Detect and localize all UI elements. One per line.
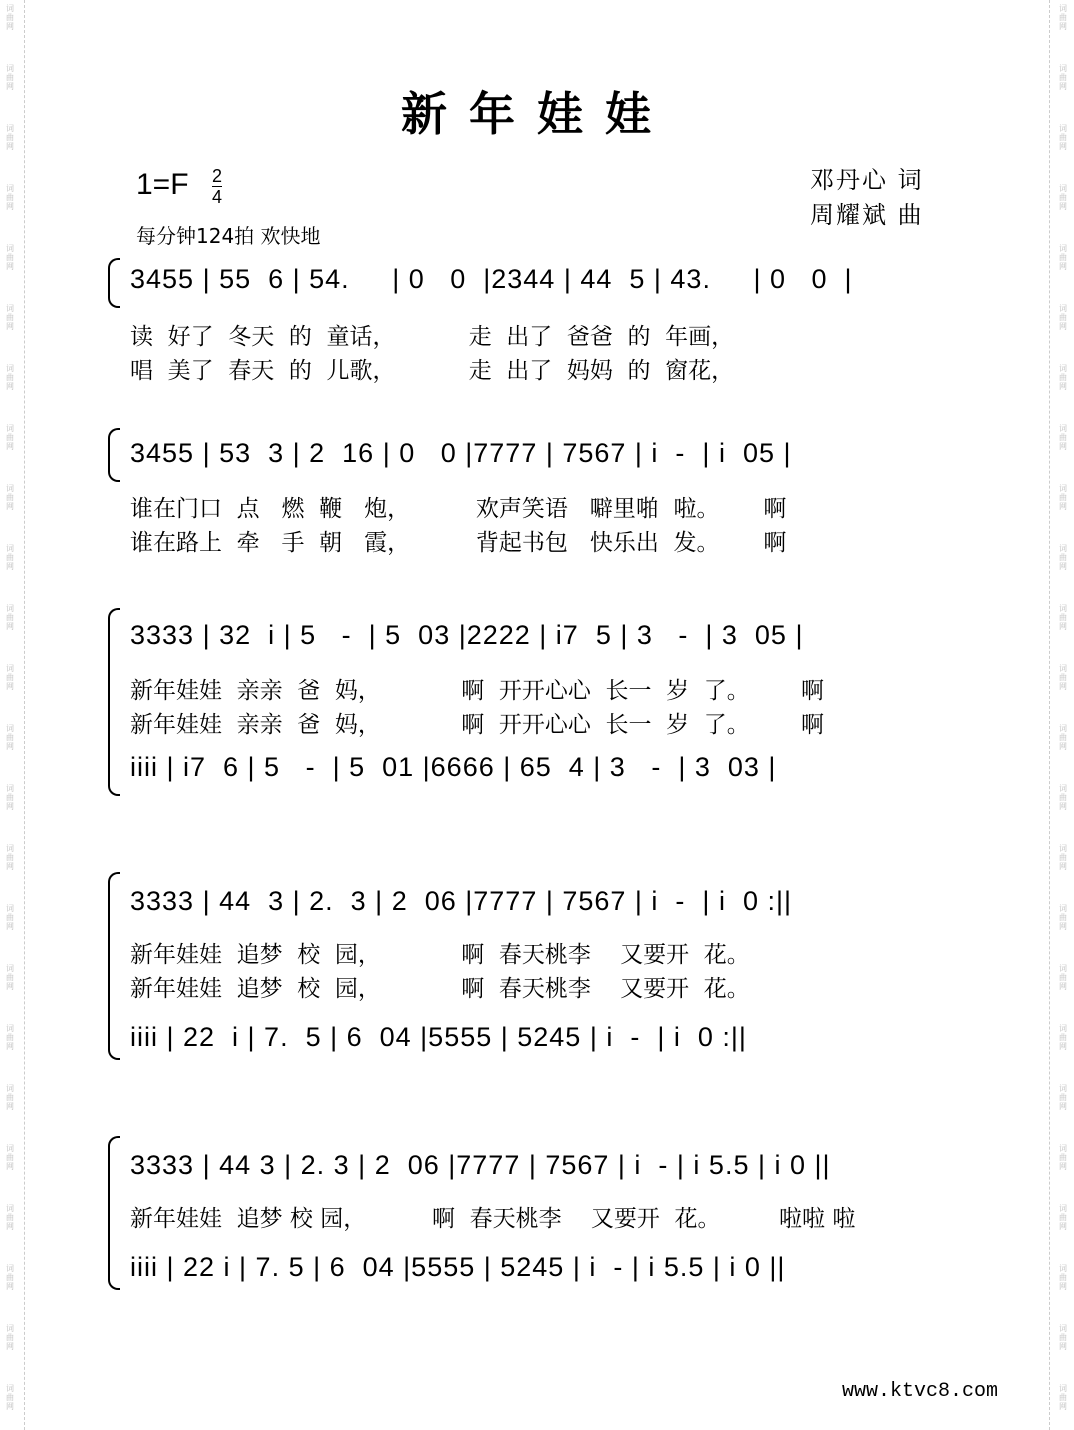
watermark-text: 词 曲 网	[1059, 904, 1067, 931]
score-system-4	[108, 872, 978, 1062]
score-system-1	[108, 258, 978, 388]
watermark-text: 词 曲 网	[1059, 424, 1067, 451]
composer-credit: 周耀斌 曲	[810, 201, 924, 229]
lyric-verse-1: 新年娃娃 追梦 校 园， 啊 春天桃李 又要开 花。	[130, 942, 750, 968]
tempo-marking: 每分钟124拍 欢快地	[136, 224, 321, 248]
watermark-text: 词 曲 网	[1059, 1144, 1067, 1171]
lyric-verse-2: 谁在路上 牵 手 朝 霞， 背起书包 快乐出 发。 啊	[130, 530, 787, 556]
watermark-text: 词 曲 网	[6, 544, 14, 571]
system-brace	[108, 1136, 120, 1290]
watermark-text: 词 曲 网	[1059, 244, 1067, 271]
watermark-text: 词 曲 网	[6, 664, 14, 691]
watermark-text: 词 曲 网	[1059, 784, 1067, 811]
lyric-verse-1: 新年娃娃 追梦 校 园， 啊 春天桃李 又要开 花。 啦啦 啦	[130, 1206, 856, 1232]
watermark-text: 词 曲 网	[1059, 664, 1067, 691]
watermark-text: 词 曲 网	[6, 1144, 14, 1171]
site-url: www.ktvc8.com	[842, 1380, 999, 1403]
score-system-2	[108, 428, 978, 558]
watermark-text: 词 曲 网	[6, 964, 14, 991]
watermark-text: 词 曲 网	[1059, 364, 1067, 391]
watermark-text: 词 曲 网	[1059, 4, 1067, 31]
system-brace	[108, 258, 120, 308]
harmony-line: iiii | 22 i | 7. 5 | 6 04 |5555 | 5245 | i - | i 0 :||	[130, 1022, 747, 1052]
time-signature: 2 4	[212, 166, 223, 207]
lyric-verse-2: 新年娃娃 追梦 校 园， 啊 春天桃李 又要开 花。	[130, 976, 750, 1002]
watermark-text: 词 曲 网	[6, 304, 14, 331]
watermark-text: 词 曲 网	[6, 244, 14, 271]
key-signature: 1=F	[136, 168, 189, 201]
watermark-text: 词 曲 网	[1059, 184, 1067, 211]
watermark-text: 词 曲 网	[1059, 724, 1067, 751]
system-brace	[108, 428, 120, 482]
watermark-text: 词 曲 网	[1059, 1384, 1067, 1411]
watermark-text: 词 曲 网	[6, 424, 14, 451]
watermark-text: 词 曲 网	[6, 124, 14, 151]
harmony-line: iiii | 22 i | 7. 5 | 6 04 |5555 | 5245 | i - | i 5.5 | i 0 ||	[130, 1252, 786, 1282]
score-system-5	[108, 1136, 978, 1296]
melody-line: 3333 | 44 3 | 2. 3 | 2 06 |7777 | 7567 | i - | i 0 :||	[130, 886, 792, 916]
watermark-text: 词 曲 网	[1059, 1024, 1067, 1051]
melody-line: 3455 | 55 6 | 54. | 0 0 |2344 | 44 5 | 43. | 0 0 |	[130, 264, 853, 294]
watermark-text: 词 曲 网	[6, 184, 14, 211]
watermark-text: 词 曲 网	[6, 1084, 14, 1111]
lyricist-credit: 邓丹心 词	[810, 166, 924, 194]
watermark-text: 词 曲 网	[6, 784, 14, 811]
watermark-text: 词 曲 网	[1059, 604, 1067, 631]
watermark-text: 词 曲 网	[1059, 964, 1067, 991]
watermark-text: 词 曲 网	[1059, 1204, 1067, 1231]
watermark-text: 词 曲 网	[1059, 484, 1067, 511]
lyric-verse-2: 新年娃娃 亲亲 爸 妈， 啊 开开心心 长一 岁 了。 啊	[130, 712, 824, 738]
melody-line: 3455 | 53 3 | 2 16 | 0 0 |7777 | 7567 | i - | i 05 |	[130, 438, 792, 468]
melody-line: 3333 | 32 i | 5 - | 5 03 |2222 | i7 5 | 3 - | 3 05 |	[130, 620, 804, 650]
watermark-text: 词 曲 网	[6, 1264, 14, 1291]
watermark-text: 词 曲 网	[6, 1324, 14, 1351]
watermark-text: 词 曲 网	[6, 904, 14, 931]
watermark-text: 词 曲 网	[6, 1204, 14, 1231]
watermark-text: 词 曲 网	[6, 4, 14, 31]
watermark-text: 词 曲 网	[6, 484, 14, 511]
watermark-text: 词 曲 网	[6, 64, 14, 91]
watermark-text: 词 曲 网	[6, 1384, 14, 1411]
watermark-text: 词 曲 网	[6, 364, 14, 391]
lyric-verse-2: 唱 美了 春天 的 儿歌， 走 出了 妈妈 的 窗花，	[130, 358, 735, 384]
watermark-text: 词 曲 网	[1059, 844, 1067, 871]
lyric-verse-1: 谁在门口 点 燃 鞭 炮， 欢声笑语 噼里啪 啦。 啊	[130, 496, 787, 522]
watermark-text: 词 曲 网	[1059, 1324, 1067, 1351]
watermark-text: 词 曲 网	[6, 604, 14, 631]
watermark-text: 词 曲 网	[1059, 1264, 1067, 1291]
watermark-text: 词 曲 网	[6, 724, 14, 751]
watermark-text: 词 曲 网	[1059, 544, 1067, 571]
watermark-text: 词 曲 网	[1059, 64, 1067, 91]
lyric-verse-1: 读 好了 冬天 的 童话， 走 出了 爸爸 的 年画，	[130, 324, 735, 350]
watermark-text: 词 曲 网	[6, 1024, 14, 1051]
watermark-text: 词 曲 网	[6, 844, 14, 871]
watermark-text: 词 曲 网	[1059, 304, 1067, 331]
harmony-line: iiii | i7 6 | 5 - | 5 01 |6666 | 65 4 | 3 - | 3 03 |	[130, 752, 777, 782]
score-system-3	[108, 608, 978, 798]
watermark-text: 词 曲 网	[1059, 124, 1067, 151]
lyric-verse-1: 新年娃娃 亲亲 爸 妈， 啊 开开心心 长一 岁 了。 啊	[130, 678, 824, 704]
watermark-text: 词 曲 网	[1059, 1084, 1067, 1111]
melody-line: 3333 | 44 3 | 2. 3 | 2 06 |7777 | 7567 | i - | i 5.5 | i 0 ||	[130, 1150, 831, 1180]
system-brace	[108, 608, 120, 796]
song-title: 新年娃娃	[401, 87, 673, 141]
system-brace	[108, 872, 120, 1060]
